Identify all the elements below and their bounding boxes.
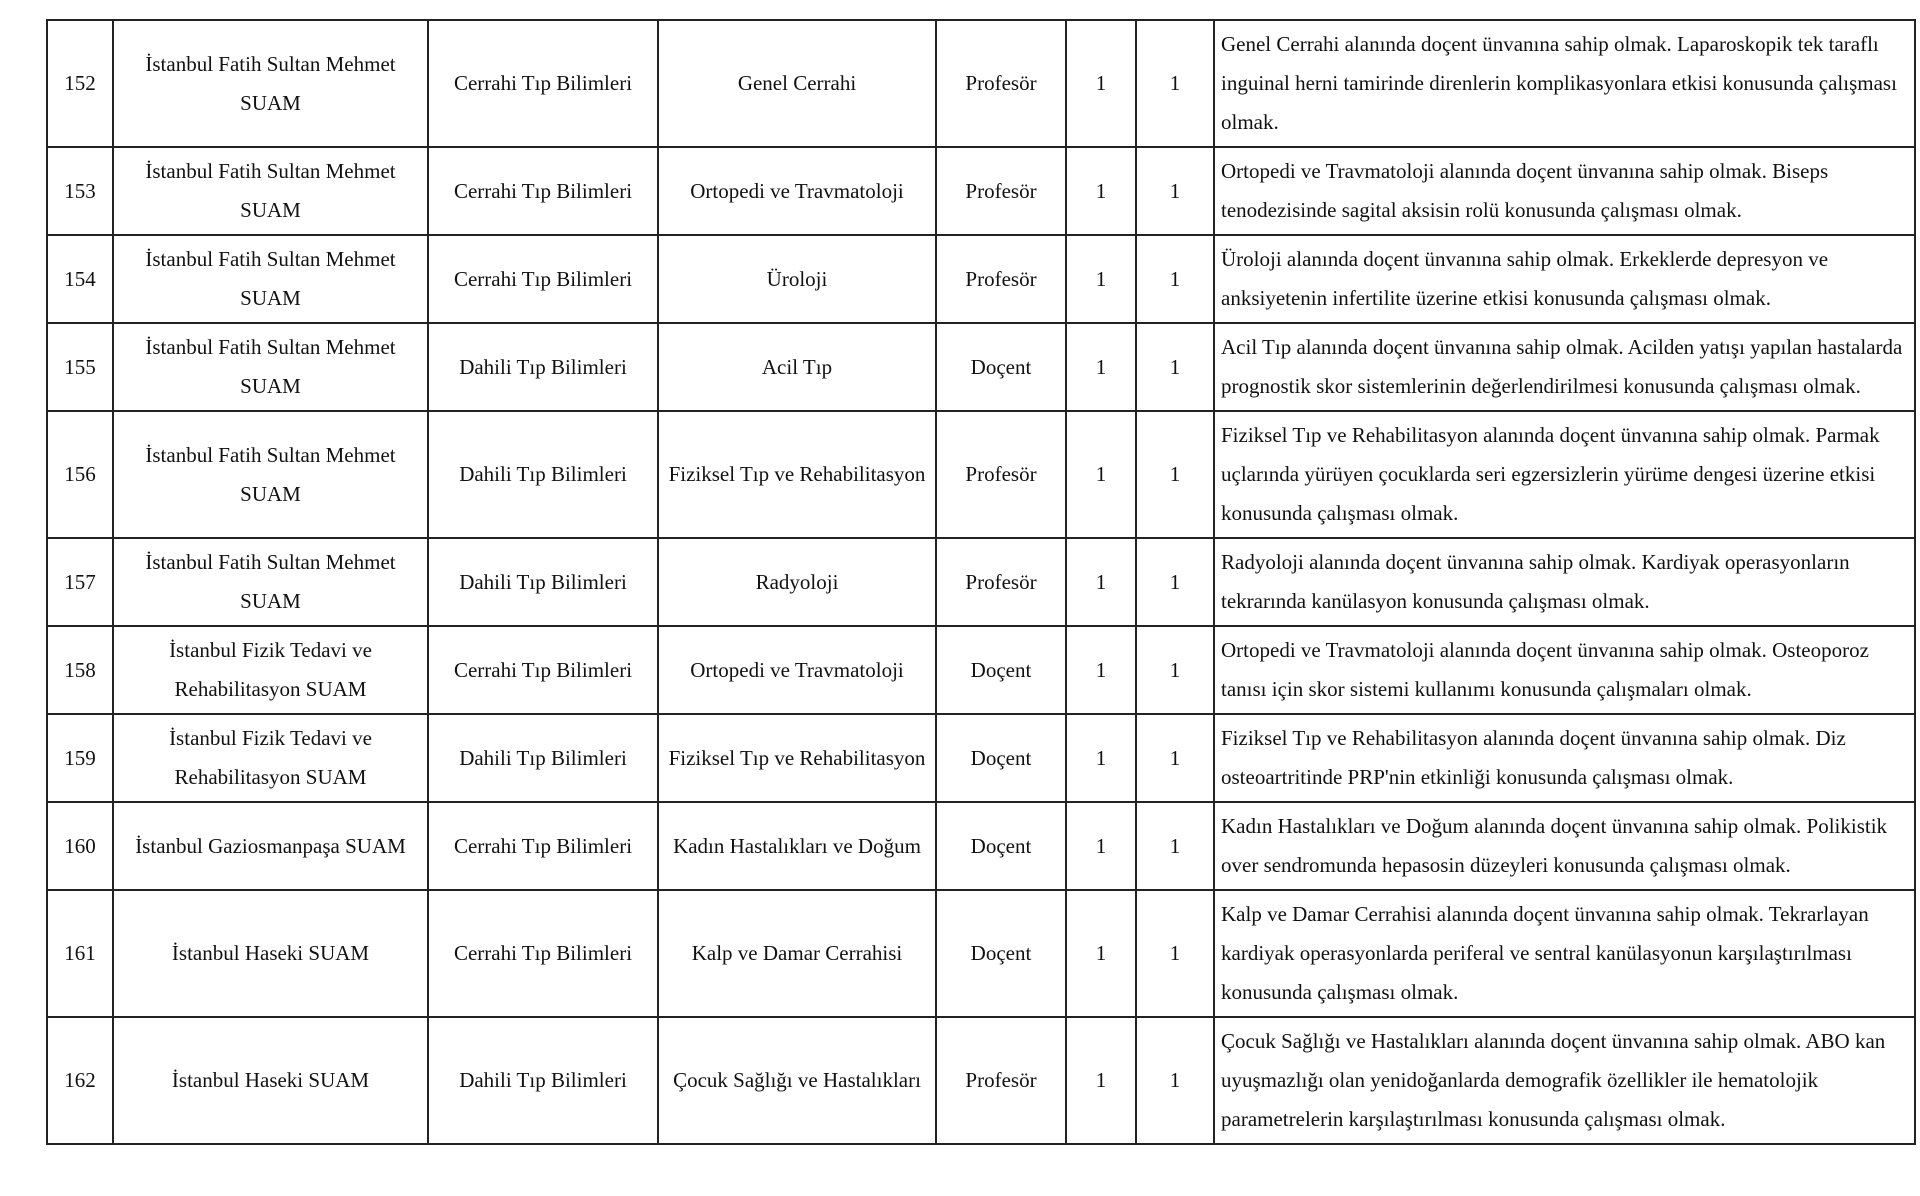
branch-name: Ortopedi ve Travmatoloji: [658, 147, 936, 235]
science-field: Cerrahi Tıp Bilimleri: [428, 802, 658, 890]
science-field: Dahili Tıp Bilimleri: [428, 323, 658, 411]
science-field: Cerrahi Tıp Bilimleri: [428, 147, 658, 235]
position-count-total: 1: [1136, 890, 1214, 1017]
science-field: Cerrahi Tıp Bilimleri: [428, 235, 658, 323]
position-count: 1: [1066, 20, 1136, 147]
row-number: 159: [47, 714, 113, 802]
science-field: Cerrahi Tıp Bilimleri: [428, 626, 658, 714]
hospital-name: İstanbul Gaziosmanpaşa SUAM: [113, 802, 428, 890]
requirement-text: Çocuk Sağlığı ve Hastalıkları alanında doçent ünvanına sahip olmak. ABO kan uyuşmazlığı olan yenidoğanlarda demografik özellikler ile hematolojik parametrelerin karşılaştırılması konusunda çalışması olmak.: [1214, 1017, 1915, 1144]
hospital-name: İstanbul Fatih Sultan Mehmet SUAM: [113, 235, 428, 323]
science-field: Dahili Tıp Bilimleri: [428, 714, 658, 802]
position-count-total: 1: [1136, 714, 1214, 802]
hospital-name: İstanbul Haseki SUAM: [113, 1017, 428, 1144]
table-row: [47, 323, 1915, 411]
position-count-total: 1: [1136, 626, 1214, 714]
table-body: [47, 20, 1915, 1144]
requirement-text: Üroloji alanında doçent ünvanına sahip olmak. Erkeklerde depresyon ve anksiyetenin infertilite üzerine etkisi konusunda çalışması olmak.: [1214, 235, 1915, 323]
position-count: 1: [1066, 802, 1136, 890]
branch-name: Ortopedi ve Travmatoloji: [658, 626, 936, 714]
row-number: 156: [47, 411, 113, 538]
row-number: 157: [47, 538, 113, 626]
position-count-total: 1: [1136, 802, 1214, 890]
position-count: 1: [1066, 890, 1136, 1017]
position-count-total: 1: [1136, 20, 1214, 147]
academic-title: Profesör: [936, 538, 1066, 626]
science-field: Dahili Tıp Bilimleri: [428, 411, 658, 538]
hospital-name: İstanbul Fatih Sultan Mehmet SUAM: [113, 323, 428, 411]
science-field: Cerrahi Tıp Bilimleri: [428, 890, 658, 1017]
requirement-text: Radyoloji alanında doçent ünvanına sahip olmak. Kardiyak operasyonların tekrarında kanülasyon konusunda çalışması olmak.: [1214, 538, 1915, 626]
hospital-name: İstanbul Fatih Sultan Mehmet SUAM: [113, 20, 428, 147]
table-row: [47, 538, 1915, 626]
position-count: 1: [1066, 1017, 1136, 1144]
branch-name: Üroloji: [658, 235, 936, 323]
science-field: Dahili Tıp Bilimleri: [428, 538, 658, 626]
position-count-total: 1: [1136, 323, 1214, 411]
position-count-total: 1: [1136, 538, 1214, 626]
row-number: 162: [47, 1017, 113, 1144]
position-count-total: 1: [1136, 147, 1214, 235]
branch-name: Kalp ve Damar Cerrahisi: [658, 890, 936, 1017]
position-count: 1: [1066, 147, 1136, 235]
table-row: [47, 235, 1915, 323]
table-row: [47, 1017, 1915, 1144]
branch-name: Fiziksel Tıp ve Rehabilitasyon: [658, 411, 936, 538]
table-row: [47, 20, 1915, 147]
branch-name: Genel Cerrahi: [658, 20, 936, 147]
position-count-total: 1: [1136, 1017, 1214, 1144]
academic-title: Profesör: [936, 1017, 1066, 1144]
position-count-total: 1: [1136, 411, 1214, 538]
row-number: 158: [47, 626, 113, 714]
row-number: 153: [47, 147, 113, 235]
row-number: 154: [47, 235, 113, 323]
branch-name: Acil Tıp: [658, 323, 936, 411]
row-number: 161: [47, 890, 113, 1017]
row-number: 155: [47, 323, 113, 411]
position-count: 1: [1066, 538, 1136, 626]
requirement-text: Kadın Hastalıkları ve Doğum alanında doçent ünvanına sahip olmak. Polikistik over sendromunda hepasosin düzeyleri konusunda çalışması olmak.: [1214, 802, 1915, 890]
table-row: [47, 890, 1915, 1017]
table-row: [47, 714, 1915, 802]
table-row: [47, 626, 1915, 714]
row-number: 160: [47, 802, 113, 890]
table-row: [47, 802, 1915, 890]
branch-name: Çocuk Sağlığı ve Hastalıkları: [658, 1017, 936, 1144]
academic-title: Profesör: [936, 147, 1066, 235]
branch-name: Fiziksel Tıp ve Rehabilitasyon: [658, 714, 936, 802]
academic-title: Doçent: [936, 714, 1066, 802]
science-field: Dahili Tıp Bilimleri: [428, 1017, 658, 1144]
hospital-name: İstanbul Fatih Sultan Mehmet SUAM: [113, 538, 428, 626]
academic-title: Doçent: [936, 323, 1066, 411]
requirement-text: Fiziksel Tıp ve Rehabilitasyon alanında doçent ünvanına sahip olmak. Parmak uçlarında yürüyen çocuklarda seri egzersizlerin yürüme dengesi üzerine etkisi konusunda çalışması olmak.: [1214, 411, 1915, 538]
requirement-text: Ortopedi ve Travmatoloji alanında doçent ünvanına sahip olmak. Biseps tenodezisinde sagital aksisin rolü konusunda çalışması olmak.: [1214, 147, 1915, 235]
table-row: [47, 411, 1915, 538]
academic-title: Profesör: [936, 20, 1066, 147]
position-count: 1: [1066, 235, 1136, 323]
academic-title: Profesör: [936, 411, 1066, 538]
science-field: Cerrahi Tıp Bilimleri: [428, 20, 658, 147]
branch-name: Kadın Hastalıkları ve Doğum: [658, 802, 936, 890]
requirement-text: Genel Cerrahi alanında doçent ünvanına sahip olmak. Laparoskopik tek taraflı inguinal herni tamirinde direnlerin komplikasyonlara etkisi konusunda çalışması olmak.: [1214, 20, 1915, 147]
requirement-text: Acil Tıp alanında doçent ünvanına sahip olmak. Acilden yatışı yapılan hastalarda prognostik skor sistemlerinin değerlendirilmesi konusunda çalışması olmak.: [1214, 323, 1915, 411]
table-row: [47, 147, 1915, 235]
position-count-total: 1: [1136, 235, 1214, 323]
positions-table: [46, 19, 1916, 1145]
branch-name: Radyoloji: [658, 538, 936, 626]
academic-title: Doçent: [936, 890, 1066, 1017]
requirement-text: Fiziksel Tıp ve Rehabilitasyon alanında doçent ünvanına sahip olmak. Diz osteoartritinde PRP'nin etkinliği konusunda çalışması olmak.: [1214, 714, 1915, 802]
hospital-name: İstanbul Fizik Tedavi ve Rehabilitasyon SUAM: [113, 626, 428, 714]
academic-title: Doçent: [936, 802, 1066, 890]
position-count: 1: [1066, 323, 1136, 411]
position-count: 1: [1066, 411, 1136, 538]
position-count: 1: [1066, 714, 1136, 802]
requirement-text: Ortopedi ve Travmatoloji alanında doçent ünvanına sahip olmak. Osteoporoz tanısı için skor sistemi kullanımı konusunda çalışmaları olmak.: [1214, 626, 1915, 714]
hospital-name: İstanbul Fatih Sultan Mehmet SUAM: [113, 147, 428, 235]
requirement-text: Kalp ve Damar Cerrahisi alanında doçent ünvanına sahip olmak. Tekrarlayan kardiyak operasyonlarda periferal ve sentral kanülasyonun karşılaştırılması konusunda çalışması olmak.: [1214, 890, 1915, 1017]
hospital-name: İstanbul Fatih Sultan Mehmet SUAM: [113, 411, 428, 538]
hospital-name: İstanbul Fizik Tedavi ve Rehabilitasyon SUAM: [113, 714, 428, 802]
academic-title: Doçent: [936, 626, 1066, 714]
position-count: 1: [1066, 626, 1136, 714]
hospital-name: İstanbul Haseki SUAM: [113, 890, 428, 1017]
row-number: 152: [47, 20, 113, 147]
academic-title: Profesör: [936, 235, 1066, 323]
